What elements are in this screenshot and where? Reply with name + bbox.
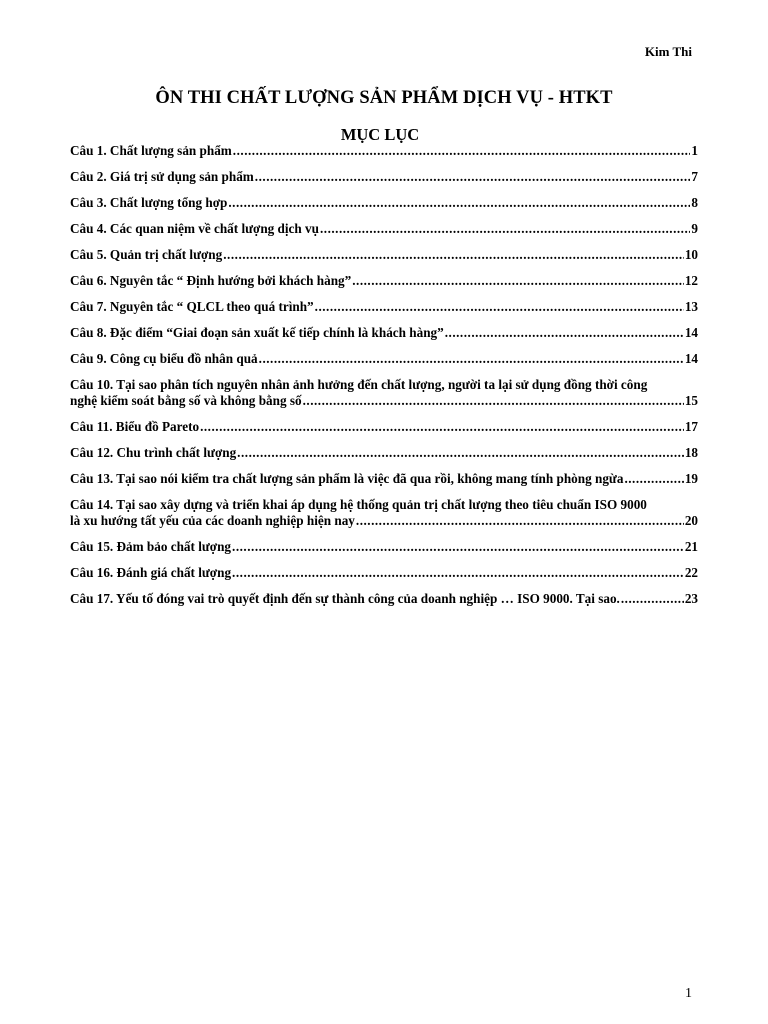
toc-entry-page: 20: [684, 513, 698, 528]
toc-entry-title: Câu 1. Chất lượng sản phẩm: [70, 143, 232, 158]
dot-leader: [200, 419, 684, 435]
toc-entry-page: 19: [684, 471, 698, 486]
toc-entry-10[interactable]: [70, 377, 698, 409]
toc-entry-title: Câu 17. Yếu tố đóng vai trò quyết định đến sự thành công của doanh nghiệp … ISO 9000. Tại sao.: [70, 591, 620, 606]
toc-entry-16[interactable]: [70, 565, 698, 581]
toc-entry-17[interactable]: [70, 591, 698, 607]
toc-entry-page: 14: [684, 351, 698, 366]
toc-entry-title: Câu 4. Các quan niệm về chất lượng dịch vụ: [70, 221, 319, 236]
toc-entry-7[interactable]: [70, 299, 698, 315]
dot-leader: [445, 325, 684, 341]
toc-entry-title: Câu 15. Đảm bảo chất lượng: [70, 539, 232, 554]
toc-entry-4[interactable]: [70, 221, 698, 237]
toc-entry-page: 23: [684, 591, 698, 606]
toc-entry-page: 21: [684, 539, 698, 554]
page-number: 1: [685, 986, 692, 1001]
toc-entry-page: 12: [684, 273, 698, 288]
dot-leader: [233, 143, 691, 159]
toc-entry-page: 22: [684, 565, 698, 580]
dot-leader: [259, 351, 684, 367]
toc-entry-5[interactable]: [70, 247, 698, 263]
toc-entry-page: 18: [684, 445, 698, 460]
dot-leader: [237, 445, 684, 461]
toc-entry-page: 17: [684, 419, 698, 434]
dot-leader: [320, 221, 690, 237]
toc-entry-title: Câu 12. Chu trình chất lượng: [70, 445, 237, 460]
toc-entry-14[interactable]: [70, 497, 698, 529]
toc-entry-title-line1: Câu 14. Tại sao xây dựng và triển khai áp dụng hệ thống quản trị chất lượng theo tiêu chuẩn ISO 9000: [70, 497, 647, 512]
dot-leader: [352, 273, 684, 289]
document-title: ÔN THI CHẤT LƯỢNG SẢN PHẨM DỊCH VỤ - HTKT: [155, 88, 613, 108]
toc-entry-page: 8: [691, 195, 698, 210]
toc-entry-9[interactable]: [70, 351, 698, 367]
dot-leader: [621, 591, 684, 607]
toc-entry-8[interactable]: [70, 325, 698, 341]
dot-leader: [255, 169, 691, 185]
toc-entry-page: 7: [691, 169, 698, 184]
toc-entry-title: nghệ kiểm soát bằng số và không bằng số: [70, 393, 302, 408]
toc-entry-page: 1: [691, 143, 698, 158]
toc-entry-title: Câu 3. Chất lượng tổng hợp: [70, 195, 228, 210]
toc-entry-12[interactable]: [70, 445, 698, 461]
dot-leader: [315, 299, 684, 315]
dot-leader: [228, 195, 690, 211]
toc-entry-13[interactable]: [70, 471, 698, 487]
toc-entry-title: Câu 9. Công cụ biểu đồ nhân quả: [70, 351, 258, 366]
toc-entry-title: Câu 5. Quản trị chất lượng: [70, 247, 223, 262]
toc-heading: MỤC LỤC: [340, 125, 420, 144]
toc-entry-title: Câu 13. Tại sao nói kiểm tra chất lượng sản phẩm là việc đã qua rồi, không mang tính phòng ngừa: [70, 471, 624, 486]
dot-leader: [356, 513, 684, 529]
toc-entry-page: 14: [684, 325, 698, 340]
toc-entry-3[interactable]: [70, 195, 698, 211]
toc-entry-2[interactable]: [70, 169, 698, 185]
toc-entry-title: Câu 11. Biểu đồ Pareto: [70, 419, 200, 434]
toc-entry-page: 10: [684, 247, 698, 262]
toc-entry-line2: [70, 513, 698, 529]
toc-entry-line2: [70, 393, 698, 409]
dot-leader: [624, 471, 683, 487]
toc-entry-title: là xu hướng tất yếu của các doanh nghiệp hiện nay: [70, 513, 355, 528]
dot-leader: [232, 565, 684, 581]
table-of-contents: [70, 143, 698, 617]
toc-entry-title-line1: Câu 10. Tại sao phân tích nguyên nhân ảnh hưởng đến chất lượng, người ta lại sử dụng đồng thời công: [70, 377, 648, 392]
author-name: Kim Thi: [644, 44, 692, 59]
toc-entry-6[interactable]: [70, 273, 698, 289]
toc-entry-title: Câu 8. Đặc điểm “Giai đoạn sản xuất kế tiếp chính là khách hàng”: [70, 325, 444, 340]
toc-entry-page: 9: [691, 221, 698, 236]
toc-entry-title: Câu 6. Nguyên tắc “ Định hướng bởi khách hàng”: [70, 273, 352, 288]
dot-leader: [232, 539, 684, 555]
toc-entry-title: Câu 16. Đánh giá chất lượng: [70, 565, 232, 580]
dot-leader: [223, 247, 684, 263]
toc-entry-15[interactable]: [70, 539, 698, 555]
toc-entry-11[interactable]: [70, 419, 698, 435]
toc-entry-title: Câu 2. Giá trị sử dụng sản phẩm: [70, 169, 254, 184]
toc-entry-page: 15: [684, 393, 698, 408]
toc-entry-title: Câu 7. Nguyên tắc “ QLCL theo quá trình”: [70, 299, 314, 314]
dot-leader: [303, 393, 684, 409]
toc-entry-page: 13: [684, 299, 698, 314]
toc-entry-1[interactable]: [70, 143, 698, 159]
